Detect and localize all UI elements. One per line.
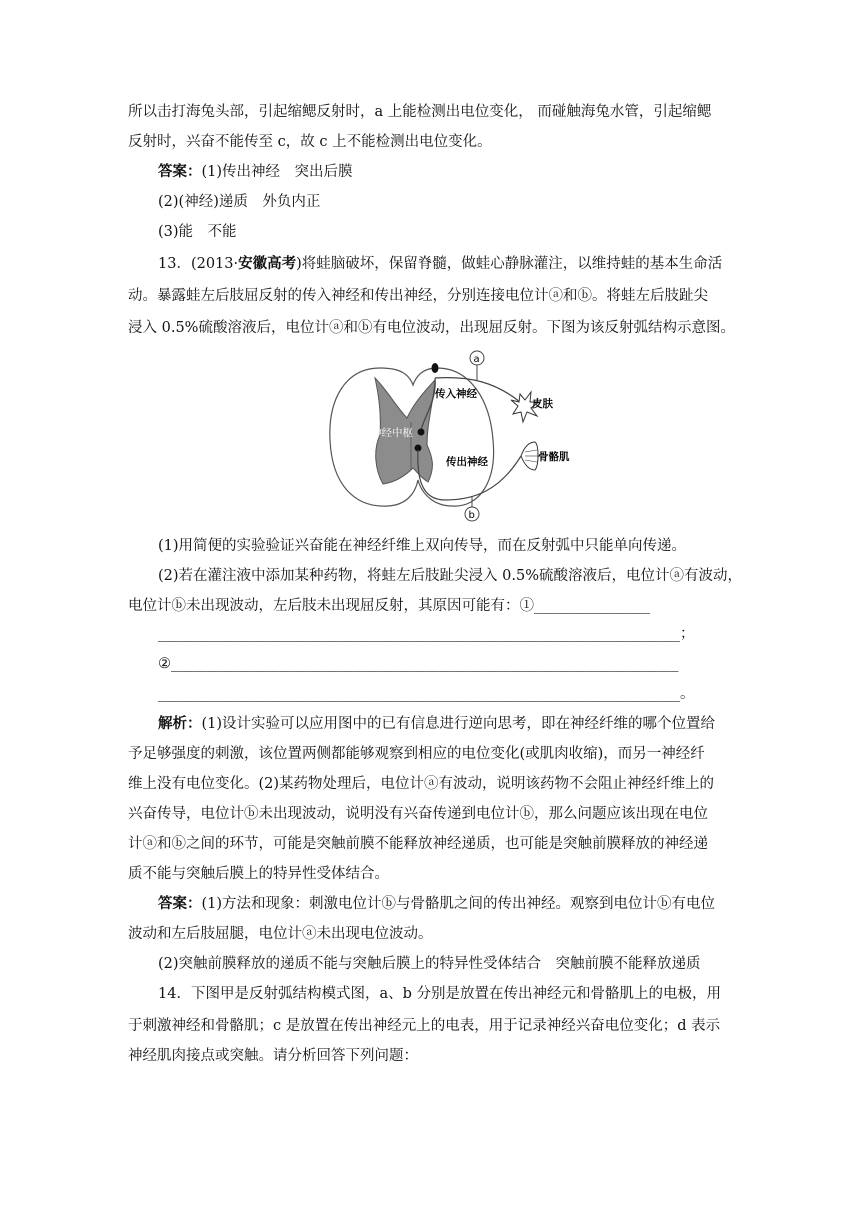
question-14-line-3: 神经肌肉接点或突触。请分析回答下列问题： — [128, 1048, 418, 1064]
question-13-line-1 — [158, 254, 722, 274]
question-14-line-2: 于刺激神经和骨骼肌；c 是放置在传出神经元上的电表，用于记录神经兴奋电位变化；d 表示 — [128, 1018, 721, 1034]
answer-13-line-2: 波动和左后肢屈腿，电位计ⓐ未出现电位波动。 — [128, 926, 433, 942]
synapse-dot — [418, 429, 425, 436]
question-number: 13．(2013· — [158, 256, 239, 272]
answer-label: 答案： — [158, 895, 202, 912]
electrode-a-label: a — [473, 354, 480, 365]
answer-blank-2: ②______________________________________________________________________ — [158, 656, 679, 672]
analysis-line-2: 予足够强度的刺激，该位置两侧都能够观察到相应的电位变化(或肌肉收缩)，而另一神经纤 — [128, 746, 705, 762]
efferent-label: 传出神经 — [446, 456, 488, 468]
reflex-arc-svg — [325, 350, 575, 525]
question-13-part-1: (1)用简便的实验验证兴奋能在神经纤维上双向传导，而在反射弧中只能单向传递。 — [158, 538, 687, 554]
text-line: 反射时，兴奋不能传至 c，故 c 上不能检测出电位变化。 — [128, 134, 492, 150]
analysis-line-4: 兴奋传导，电位计ⓑ未出现波动，说明没有兴奋传递到电位计ⓑ，那么问题应该出现在电位 — [128, 806, 708, 822]
question-source: 安徽高考 — [238, 255, 297, 272]
question-13-line-3: 浸入 0.5%硫酸溶液后，电位计ⓐ和ⓑ有电位波动，出现屈反射。下图为该反射弧结构示意图。 — [128, 320, 735, 336]
analysis-line-1 — [158, 714, 715, 734]
center-label: 神经中枢 — [371, 427, 413, 439]
analysis-line-5: 计ⓐ和ⓑ之间的环节，可能是突触前膜不能释放神经递质，也可能是突触前膜释放的神经递 — [128, 836, 708, 852]
answer-13-line-1 — [158, 894, 715, 914]
reflex-arc-diagram — [325, 350, 575, 525]
answer-13-line-3: (2)突触前膜释放的递质不能与突触后膜上的特异性受体结合 突触前膜不能释放递质 — [158, 956, 701, 972]
afferent-nerve — [421, 378, 520, 430]
answer-blank-3: ________________________________________________________________________。 — [158, 686, 695, 702]
question-13-line-2: 动。暴露蛙左后肢屈反射的传入神经和传出神经，分别连接电位计ⓐ和ⓑ。将蛙左后肢趾尖 — [128, 288, 708, 304]
question-text: )将蛙脑破坏，保留脊髓，做蛙心静脉灌注，以维持蛙的基本生命活 — [296, 256, 723, 272]
question-13-part-2-line-1: (2)若在灌注液中添加某种药物，将蛙左后肢趾尖浸入 0.5%硫酸溶液后，电位计ⓐ有波动， — [158, 568, 742, 584]
afferent-label: 传入神经 — [435, 388, 477, 400]
answer-12-line-2: (2)(神经)递质 外负内正 — [158, 194, 321, 210]
answer-text: (1)方法和现象：刺激电位计ⓑ与骨骼肌之间的传出神经。观察到电位计ⓑ有电位 — [201, 896, 716, 912]
text-line: 所以击打海兔头部，引起缩鳃反射时，a 上能检测出电位变化， 而碰触海兔水管，引起缩鳃 — [128, 104, 712, 120]
question-13-part-2-line-2: 电位计ⓑ未出现波动，左后肢未出现屈反射，其原因可能有：①________________ — [128, 598, 650, 614]
answer-12-line-1 — [158, 162, 353, 182]
answer-blank-1: ________________________________________________________________________； — [158, 626, 695, 642]
analysis-line-6: 质不能与突触后膜上的特异性受体结合。 — [128, 866, 389, 882]
electrode-b-label: b — [468, 510, 475, 521]
skin-label: 皮肤 — [532, 398, 553, 410]
answer-text: (1)传出神经 突出后膜 — [201, 164, 353, 180]
analysis-label: 解析： — [158, 715, 202, 732]
answer-label: 答案： — [158, 163, 202, 180]
analysis-text: (1)设计实验可以应用图中的已有信息进行逆向思考，即在神经纤维的哪个位置给 — [201, 716, 716, 732]
analysis-line-3: 维上没有电位变化。(2)某药物处理后，电位计ⓐ有波动，说明该药物不会阻止神经纤维上的 — [128, 776, 715, 792]
muscle-label: 骨骼肌 — [538, 451, 570, 463]
ganglion-dot — [432, 363, 439, 373]
answer-12-line-3: (3)能 不能 — [158, 224, 237, 240]
question-14-line-1: 14．下图甲是反射弧结构模式图，a、b 分别是放置在传出神经元和骨骼肌上的电极，用 — [158, 986, 721, 1002]
